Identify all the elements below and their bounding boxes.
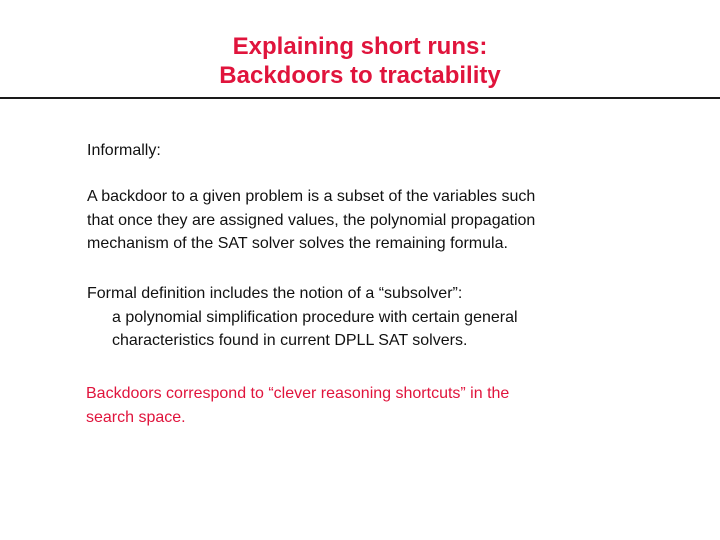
backdoors-conclusion-line-2: search space.: [86, 408, 186, 426]
formal-definition: [87, 282, 697, 353]
title-divider: [0, 97, 720, 99]
slide-title: [0, 32, 720, 90]
slide-title-line-1: Explaining short runs:: [232, 33, 488, 60]
formal-definition-detail-line-2: characteristics found in current DPLL SAT solvers.: [112, 332, 468, 349]
informally-label: Informally:: [87, 142, 161, 159]
backdoors-conclusion: [86, 382, 696, 429]
backdoor-definition-line-3: mechanism of the SAT solver solves the remaining formula.: [87, 235, 508, 252]
backdoor-definition: [87, 185, 697, 256]
formal-definition-intro: Formal definition includes the notion of a “subsolver”:: [87, 285, 463, 302]
backdoors-conclusion-line-1: Backdoors correspond to “clever reasoning shortcuts” in the: [86, 385, 510, 402]
formal-definition-detail-line-1: a polynomial simplification procedure with certain general: [112, 308, 518, 326]
slide-title-line-2: Backdoors to tractability: [219, 62, 501, 89]
backdoor-definition-line-1: A backdoor to a given problem is a subset of the variables such: [87, 188, 536, 205]
backdoor-definition-line-2: that once they are assigned values, the polynomial propagation: [87, 211, 536, 229]
